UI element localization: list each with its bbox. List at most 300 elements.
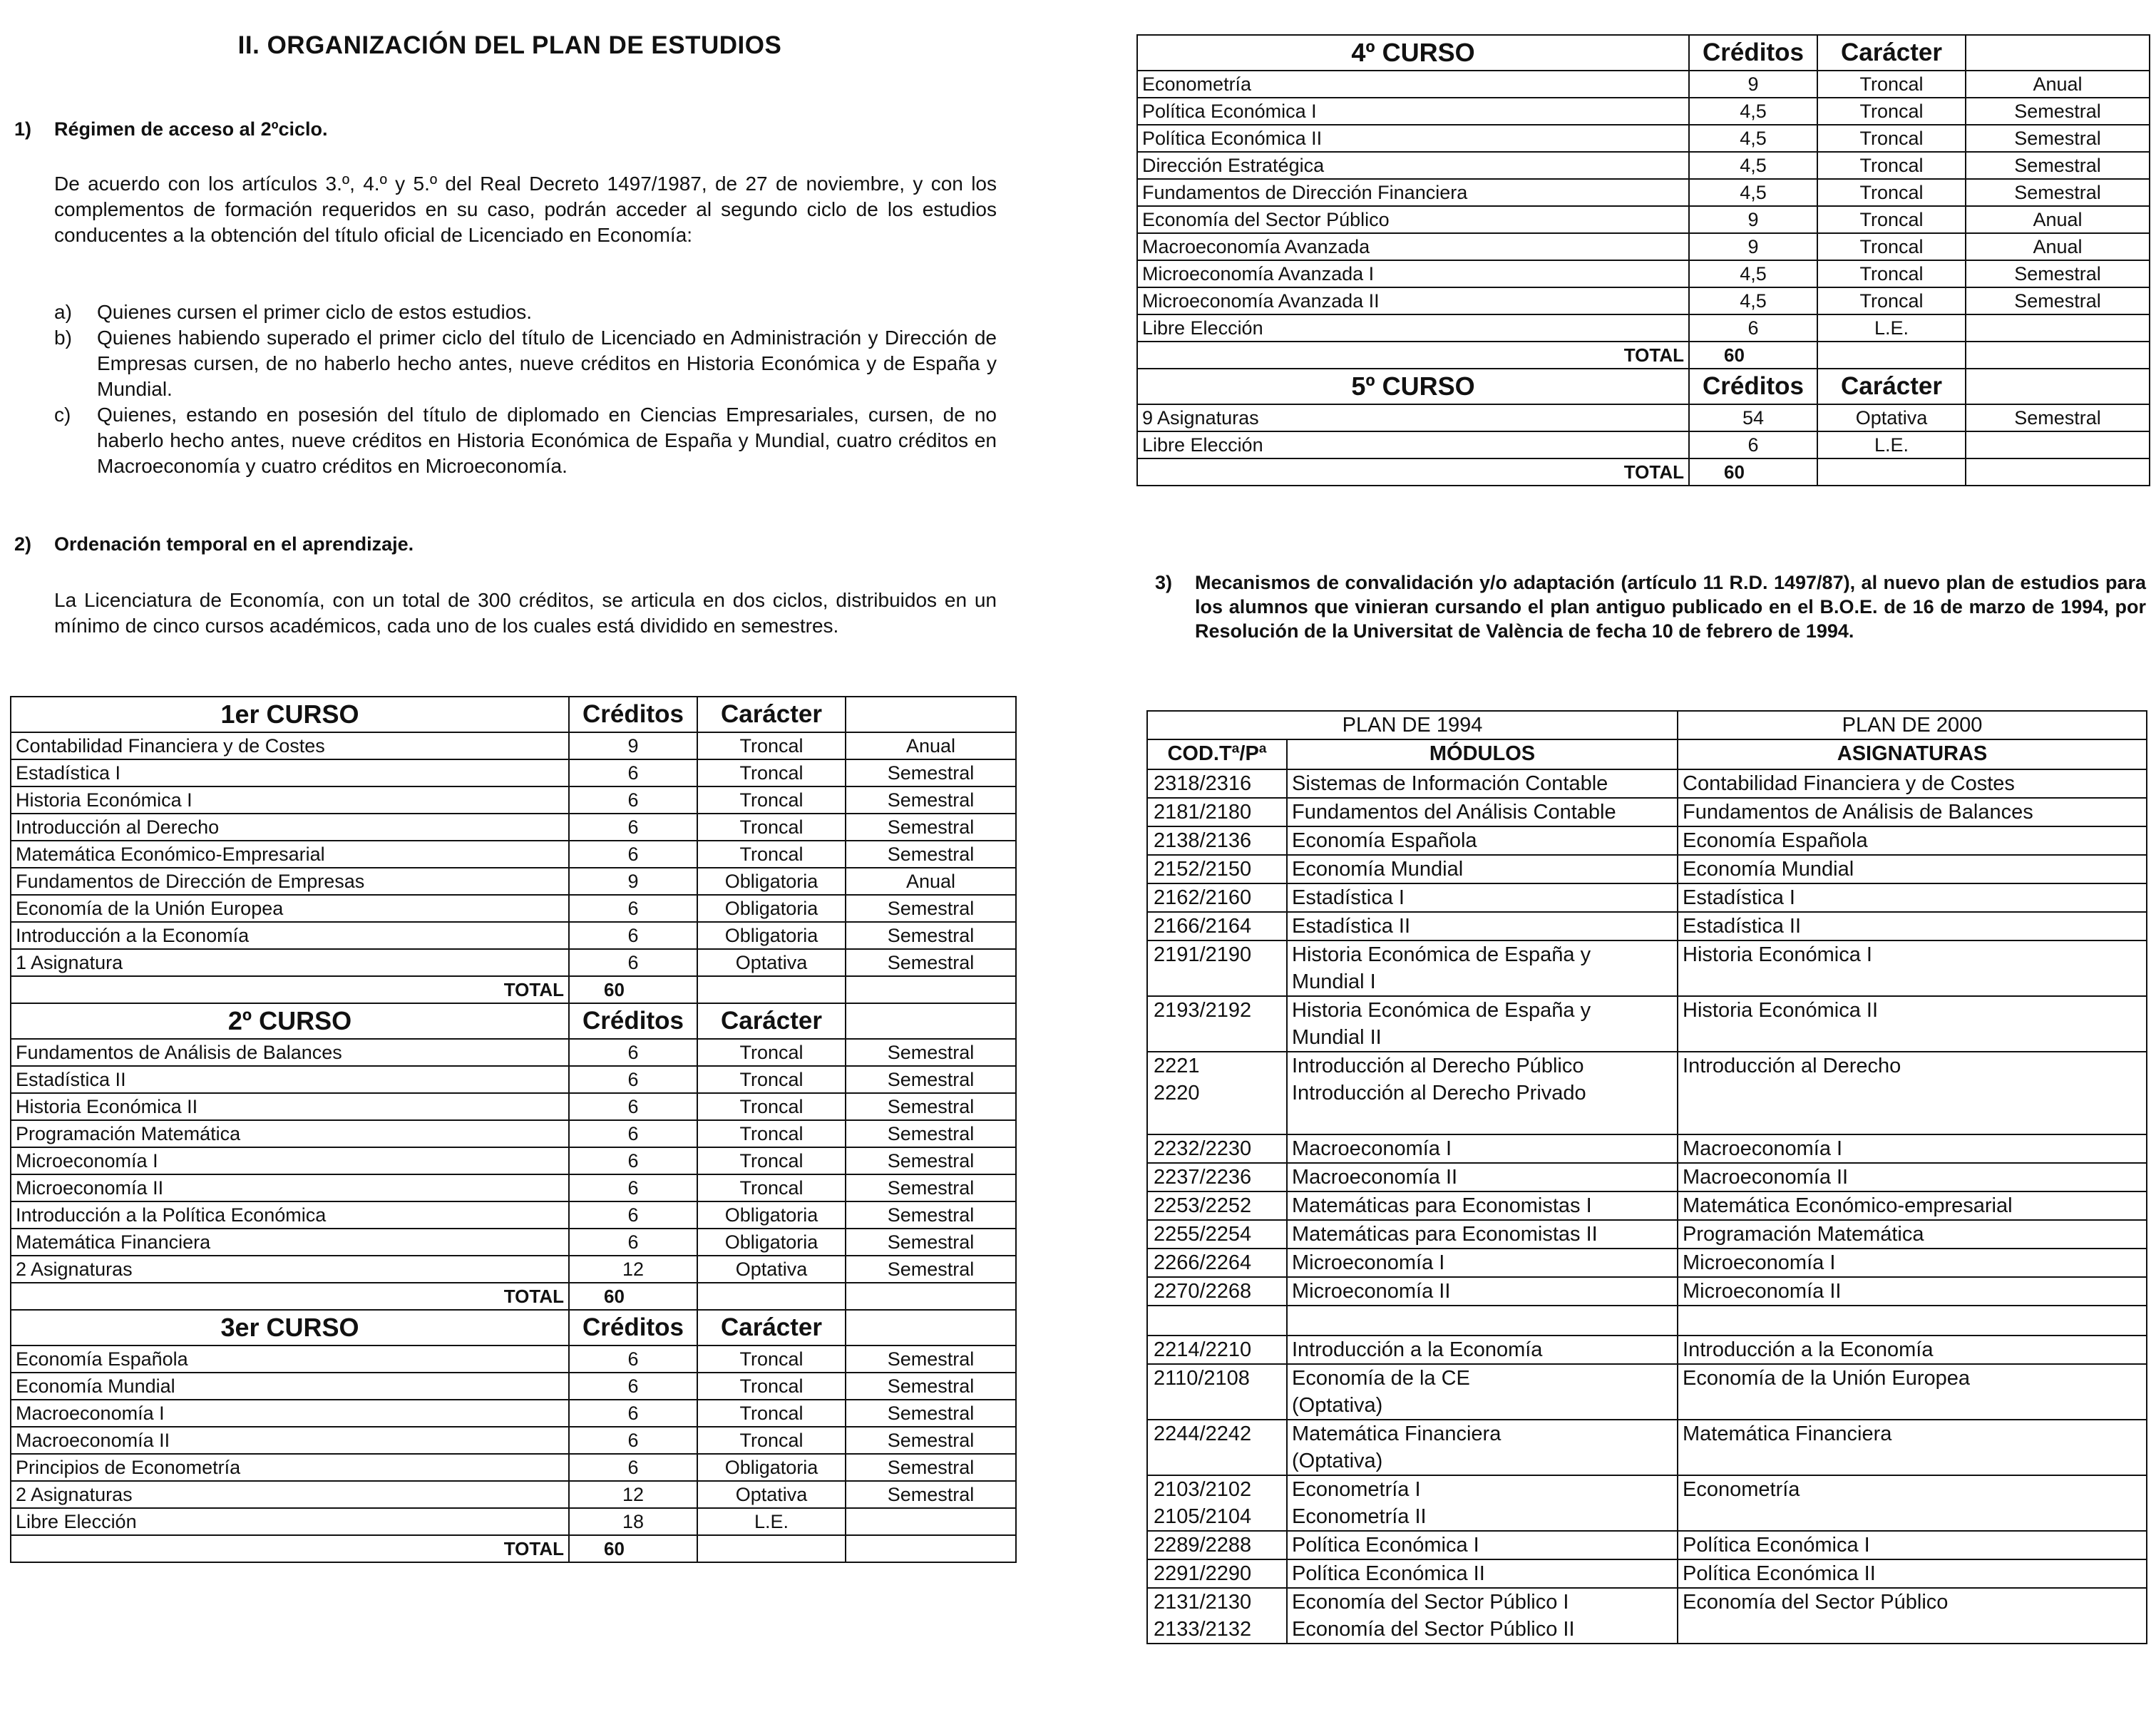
table-row [11, 1427, 1016, 1454]
subject-name: Microeconomía II [1678, 1277, 2147, 1306]
module-line: (Optativa) [1292, 1394, 1383, 1417]
character-value: Troncal [697, 1066, 846, 1093]
credits-value: 9 [569, 868, 697, 895]
total-empty-cell [846, 1535, 1016, 1562]
total-label: TOTAL [11, 1283, 569, 1310]
module-line: Economía del Sector Público I [1292, 1591, 1569, 1614]
subject-name: Estadística I [11, 759, 569, 786]
code-line: 2214/2210 [1154, 1338, 1252, 1361]
table-row [1147, 855, 2147, 883]
module-name [1287, 1559, 1678, 1588]
credits-value: 6 [569, 922, 697, 949]
module-line: Introducción a la Economía [1292, 1338, 1543, 1361]
code-line: 2237/2236 [1154, 1166, 1252, 1189]
module-code [1147, 1559, 1287, 1588]
total-value: 60 [569, 1283, 697, 1310]
credits-value: 12 [569, 1256, 697, 1283]
subject-name: Microeconomía I [1678, 1249, 2147, 1277]
table-row [1147, 1306, 2147, 1336]
module-line: (Optativa) [1292, 1450, 1383, 1472]
code-line: 2232/2230 [1154, 1137, 1252, 1160]
character-value: Optativa [697, 1256, 846, 1283]
course-header-row [1137, 369, 2150, 404]
subject-name: Libre Elección [1137, 314, 1689, 342]
course-name: 3er CURSO [11, 1310, 569, 1345]
plan-1994-header: PLAN DE 1994 [1147, 711, 1678, 739]
duration-value: Semestral [846, 786, 1016, 814]
table-row [11, 1201, 1016, 1229]
table-row [1147, 1559, 2147, 1588]
total-value: 60 [569, 1535, 697, 1562]
credits-value: 6 [569, 1093, 697, 1120]
character-value: Troncal [1817, 125, 1966, 152]
module-code [1147, 769, 1287, 798]
credits-value: 6 [569, 1039, 697, 1066]
module-line: Economía Mundial [1292, 858, 1464, 881]
module-line: Matemática Financiera [1292, 1423, 1502, 1445]
duration-value: Semestral [846, 1481, 1016, 1508]
character-value: Troncal [1817, 233, 1966, 260]
character-header: Carácter [697, 697, 846, 732]
subject-name: Historia Económica I [1678, 940, 2147, 996]
table-row [11, 1039, 1016, 1066]
module-line: Mundial I [1292, 970, 1376, 993]
table-row [1137, 125, 2150, 152]
table-row [1147, 1588, 2147, 1644]
table-row [1147, 1336, 2147, 1364]
credits-value: 18 [569, 1508, 697, 1535]
code-line: 2152/2150 [1154, 858, 1252, 881]
character-value: Obligatoria [697, 1454, 846, 1481]
total-empty-cell [1817, 458, 1966, 486]
duration-header [846, 1003, 1016, 1039]
duration-value: Semestral [846, 1174, 1016, 1201]
total-empty-cell [1817, 342, 1966, 369]
credits-value: 4,5 [1689, 152, 1817, 179]
credits-header: Créditos [1689, 35, 1817, 71]
subject-name: Economía del Sector Público [1137, 206, 1689, 233]
subject-name: Microeconomía Avanzada II [1137, 287, 1689, 314]
character-header: Carácter [697, 1310, 846, 1345]
course-header-row [11, 1003, 1016, 1039]
list-marker: b) [54, 327, 72, 349]
module-name [1287, 769, 1678, 798]
code-line: 2162/2160 [1154, 886, 1252, 909]
table-row [1137, 404, 2150, 431]
table-row [1137, 287, 2150, 314]
subject-name: Macroeconomía Avanzada [1137, 233, 1689, 260]
credits-value: 4,5 [1689, 98, 1817, 125]
character-value: Optativa [697, 949, 846, 976]
subject-name: Fundamentos de Dirección de Empresas [11, 868, 569, 895]
subject-name: Principios de Econometría [11, 1454, 569, 1481]
module-line [1292, 1107, 1673, 1134]
table-row [11, 1256, 1016, 1283]
module-line: Fundamentos del Análisis Contable [1292, 801, 1616, 824]
table-row [1147, 940, 2147, 996]
character-value: Troncal [1817, 179, 1966, 206]
subject-name: Fundamentos de Análisis de Balances [1678, 798, 2147, 826]
module-line: Historia Económica de España y [1292, 999, 1591, 1022]
subject-name: Economía del Sector Público [1678, 1588, 2147, 1644]
code-line: 2291/2290 [1154, 1562, 1252, 1585]
subject-name: Estadística II [11, 1066, 569, 1093]
character-value: Obligatoria [697, 922, 846, 949]
total-empty-cell [846, 976, 1016, 1003]
module-line: Política Económica I [1292, 1534, 1479, 1557]
module-name [1287, 826, 1678, 855]
list-item [54, 325, 997, 402]
table-row [1137, 71, 2150, 98]
subject-name: Matemática Financiera [1678, 1420, 2147, 1475]
subject-name: Programación Matemática [1678, 1220, 2147, 1249]
code-line: 2191/2190 [1154, 943, 1252, 966]
duration-value: Semestral [846, 1147, 1016, 1174]
access-requirements-list [54, 299, 997, 479]
total-value: 60 [569, 976, 697, 1003]
list-text: Quienes cursen el primer ciclo de estos estudios. [97, 301, 533, 323]
table-row [11, 1400, 1016, 1427]
duration-value: Semestral [846, 1345, 1016, 1373]
module-code [1147, 1336, 1287, 1364]
duration-value: Semestral [846, 814, 1016, 841]
duration-value: Anual [1966, 233, 2150, 260]
table-row [1137, 179, 2150, 206]
credits-value: 6 [569, 1120, 697, 1147]
module-name [1287, 912, 1678, 940]
module-code [1147, 1364, 1287, 1420]
subject-name: Historia Económica II [11, 1093, 569, 1120]
module-code [1147, 1220, 1287, 1249]
credits-value: 54 [1689, 404, 1817, 431]
duration-value: Semestral [846, 1066, 1016, 1093]
credits-value: 9 [1689, 206, 1817, 233]
courses-table-1-3 [10, 696, 1017, 1563]
credits-value: 4,5 [1689, 260, 1817, 287]
code-line: 2253/2252 [1154, 1194, 1252, 1217]
module-name [1287, 1306, 1678, 1336]
table-row [11, 1120, 1016, 1147]
duration-value: Semestral [846, 841, 1016, 868]
module-name [1287, 1475, 1678, 1531]
table-row [11, 1229, 1016, 1256]
code-line: 2244/2242 [1154, 1423, 1252, 1445]
module-code [1147, 1306, 1287, 1336]
total-empty-cell [697, 1535, 846, 1562]
character-value: Troncal [697, 1345, 846, 1373]
table-row [1147, 826, 2147, 855]
duration-value: Semestral [846, 1093, 1016, 1120]
duration-header [846, 697, 1016, 732]
table-row [1147, 1420, 2147, 1475]
module-code [1147, 826, 1287, 855]
total-row [11, 1535, 1016, 1562]
table-row [1147, 1191, 2147, 1220]
table-row [1147, 769, 2147, 798]
character-value: Troncal [697, 1373, 846, 1400]
credits-value: 9 [569, 732, 697, 759]
subject-name: Política Económica I [1137, 98, 1689, 125]
character-value: Troncal [697, 1147, 846, 1174]
total-empty-cell [697, 1283, 846, 1310]
table-row [1147, 1163, 2147, 1191]
total-label: TOTAL [11, 976, 569, 1003]
table-row [11, 1066, 1016, 1093]
module-name [1287, 1588, 1678, 1644]
module-name [1287, 1336, 1678, 1364]
subject-name: Microeconomía Avanzada I [1137, 260, 1689, 287]
subject-name: Microeconomía I [11, 1147, 569, 1174]
credits-value: 9 [1689, 233, 1817, 260]
table-row [11, 949, 1016, 976]
credits-value: 6 [569, 949, 697, 976]
credits-value: 4,5 [1689, 287, 1817, 314]
duration-value [1966, 431, 2150, 458]
duration-value: Semestral [846, 1373, 1016, 1400]
subject-name: Economía Española [11, 1345, 569, 1373]
duration-value: Semestral [1966, 287, 2150, 314]
code-line [1154, 1306, 1282, 1333]
duration-value: Semestral [846, 1427, 1016, 1454]
module-code [1147, 1420, 1287, 1475]
subject-name: Econometría [1137, 71, 1689, 98]
subject-name: Política Económica II [1678, 1559, 2147, 1588]
duration-header [846, 1310, 1016, 1345]
courses-table-4-5 [1136, 34, 2150, 486]
module-name [1287, 940, 1678, 996]
table-row [11, 1174, 1016, 1201]
credits-value: 6 [569, 786, 697, 814]
module-code [1147, 1531, 1287, 1559]
table-row [11, 895, 1016, 922]
table-row [1147, 798, 2147, 826]
character-value: Troncal [697, 1400, 846, 1427]
duration-value: Anual [1966, 206, 2150, 233]
module-code [1147, 1163, 1287, 1191]
module-name [1287, 1249, 1678, 1277]
table-row [1137, 314, 2150, 342]
module-code [1147, 912, 1287, 940]
module-line: Microeconomía I [1292, 1251, 1445, 1274]
duration-header [1966, 35, 2150, 71]
code-line [1154, 1107, 1282, 1134]
subject-name: Fundamentos de Análisis de Balances [11, 1039, 569, 1066]
credits-value: 4,5 [1689, 125, 1817, 152]
module-name [1287, 1220, 1678, 1249]
credits-value: 12 [569, 1481, 697, 1508]
duration-value [1966, 314, 2150, 342]
table-row [1147, 1531, 2147, 1559]
module-line: Introducción al Derecho Privado [1292, 1082, 1586, 1104]
character-value: Optativa [1817, 404, 1966, 431]
total-empty-cell [1966, 342, 2150, 369]
module-line: Econometría II [1292, 1505, 1427, 1528]
character-value: Troncal [697, 841, 846, 868]
table-row [11, 868, 1016, 895]
module-name [1287, 1364, 1678, 1420]
subject-name: 2 Asignaturas [11, 1256, 569, 1283]
code-line: 2131/2130 [1154, 1591, 1252, 1614]
character-value: Troncal [1817, 71, 1966, 98]
code-line: 2105/2104 [1154, 1505, 1252, 1528]
list-item [54, 402, 997, 479]
table-row [11, 1454, 1016, 1481]
subject-name: Programación Matemática [11, 1120, 569, 1147]
module-name [1287, 1420, 1678, 1475]
module-line: Estadística II [1292, 915, 1411, 938]
duration-value: Anual [846, 868, 1016, 895]
duration-value: Semestral [846, 1120, 1016, 1147]
character-value: Optativa [697, 1481, 846, 1508]
subject-name: Economía Mundial [1678, 855, 2147, 883]
credits-value: 6 [569, 814, 697, 841]
table-row [1137, 431, 2150, 458]
subject-name: Historia Económica I [11, 786, 569, 814]
duration-value: Semestral [846, 922, 1016, 949]
module-line: Economía del Sector Público II [1292, 1618, 1575, 1641]
total-label: TOTAL [1137, 458, 1689, 486]
duration-value: Semestral [846, 1256, 1016, 1283]
subject-name: Economía de la Unión Europea [1678, 1364, 2147, 1420]
subject-name: Introducción a la Economía [1678, 1336, 2147, 1364]
subject-name: Matemática Financiera [11, 1229, 569, 1256]
credits-header: Créditos [569, 1003, 697, 1039]
duration-value: Anual [1966, 71, 2150, 98]
total-empty-cell [697, 976, 846, 1003]
code-line: 2220 [1154, 1082, 1200, 1104]
character-value: L.E. [1817, 314, 1966, 342]
subject-name: 9 Asignaturas [1137, 404, 1689, 431]
table-row [1147, 1277, 2147, 1306]
module-line [1292, 1306, 1673, 1333]
convalidation-table [1146, 710, 2147, 1644]
section-1-number: 1) [14, 118, 32, 140]
character-value: Obligatoria [697, 895, 846, 922]
subjects-column-header: ASIGNATURAS [1678, 739, 2147, 769]
credits-value: 6 [569, 895, 697, 922]
subject-name: Estadística II [1678, 912, 2147, 940]
plan-2000-header: PLAN DE 2000 [1678, 711, 2147, 739]
section-title: II. ORGANIZACIÓN DEL PLAN DE ESTUDIOS [237, 31, 782, 59]
module-line: Mundial II [1292, 1026, 1382, 1049]
character-value: Troncal [1817, 287, 1966, 314]
character-value: Troncal [1817, 260, 1966, 287]
character-value: Troncal [1817, 206, 1966, 233]
credits-value: 6 [1689, 431, 1817, 458]
table-row [11, 732, 1016, 759]
total-row [11, 1283, 1016, 1310]
table-row [1147, 996, 2147, 1052]
table-row [11, 1481, 1016, 1508]
duration-value: Semestral [846, 759, 1016, 786]
column-header-row [1147, 739, 2147, 769]
code-line: 2103/2102 [1154, 1478, 1252, 1501]
code-line: 2266/2264 [1154, 1251, 1252, 1274]
section-2-paragraph: La Licenciatura de Economía, con un total de 300 créditos, se articula en dos ciclos, distribuidos en un mínimo de cinco cursos académicos, cada uno de los cuales está dividido en semestres. [54, 589, 997, 637]
subject-name: Macroeconomía I [11, 1400, 569, 1427]
subject-name: Libre Elección [1137, 431, 1689, 458]
subject-name: Macroeconomía I [1678, 1134, 2147, 1163]
module-name [1287, 1277, 1678, 1306]
credits-value: 6 [569, 1454, 697, 1481]
total-row [1137, 342, 2150, 369]
table-row [11, 814, 1016, 841]
module-code [1147, 1588, 1287, 1644]
credits-value: 6 [569, 1345, 697, 1373]
module-name [1287, 996, 1678, 1052]
table-row [1147, 912, 2147, 940]
module-line: Economía de la CE [1292, 1367, 1470, 1390]
module-name [1287, 1134, 1678, 1163]
table-row [11, 841, 1016, 868]
code-line: 2255/2254 [1154, 1223, 1252, 1246]
table-row [11, 1345, 1016, 1373]
total-row [11, 976, 1016, 1003]
module-code [1147, 1475, 1287, 1531]
character-value: Obligatoria [697, 868, 846, 895]
code-line: 2193/2192 [1154, 999, 1252, 1022]
module-name [1287, 1052, 1678, 1134]
module-line: Econometría I [1292, 1478, 1421, 1501]
table-row [1137, 98, 2150, 125]
table-row [11, 786, 1016, 814]
list-marker: c) [54, 404, 71, 426]
credits-value: 6 [569, 1229, 697, 1256]
module-code [1147, 940, 1287, 996]
credits-value: 6 [569, 1147, 697, 1174]
module-code [1147, 1134, 1287, 1163]
credits-header: Créditos [1689, 369, 1817, 404]
subject-name: Contabilidad Financiera y de Costes [1678, 769, 2147, 798]
list-marker: a) [54, 301, 72, 323]
character-header: Carácter [1817, 35, 1966, 71]
subject-name: Introducción a la Economía [11, 922, 569, 949]
table-row [1137, 206, 2150, 233]
module-line: Microeconomía II [1292, 1280, 1451, 1303]
course-name: 4º CURSO [1137, 35, 1689, 71]
character-value: Obligatoria [697, 1201, 846, 1229]
table-row [1147, 1364, 2147, 1420]
module-name [1287, 1191, 1678, 1220]
code-line: 2133/2132 [1154, 1618, 1252, 1641]
duration-value: Semestral [846, 1400, 1016, 1427]
subject-name: Libre Elección [11, 1508, 569, 1535]
code-column-header: COD.Tª/Pª [1147, 739, 1287, 769]
section-1-title: Régimen de acceso al 2ºciclo. [54, 118, 328, 140]
modules-column-header: MÓDULOS [1287, 739, 1678, 769]
character-value: L.E. [697, 1508, 846, 1535]
total-empty-cell [846, 1283, 1016, 1310]
module-line: Macroeconomía I [1292, 1137, 1452, 1160]
section-2-title: Ordenación temporal en el aprendizaje. [54, 533, 414, 555]
table-row [11, 1093, 1016, 1120]
course-header-row [1137, 35, 2150, 71]
subject-name: Política Económica I [1678, 1531, 2147, 1559]
courses-table-body [1137, 35, 2150, 486]
character-header: Carácter [1817, 369, 1966, 404]
duration-value: Semestral [1966, 260, 2150, 287]
duration-header [1966, 369, 2150, 404]
list-text: Quienes habiendo superado el primer ciclo del título de Licenciado en Administración y Dirección de Empresas cursen, de no haberlo hecho antes, nueve créditos en Historia Económica y de España y Mundial. [97, 327, 997, 400]
total-value: 60 [1689, 342, 1817, 369]
duration-value: Semestral [846, 1229, 1016, 1256]
module-line: Sistemas de Información Contable [1292, 772, 1608, 795]
subject-name: Matemática Económico-empresarial [1678, 1191, 2147, 1220]
duration-value: Semestral [846, 1039, 1016, 1066]
table-row [11, 922, 1016, 949]
duration-value: Semestral [1966, 152, 2150, 179]
section-2-number: 2) [14, 533, 32, 555]
